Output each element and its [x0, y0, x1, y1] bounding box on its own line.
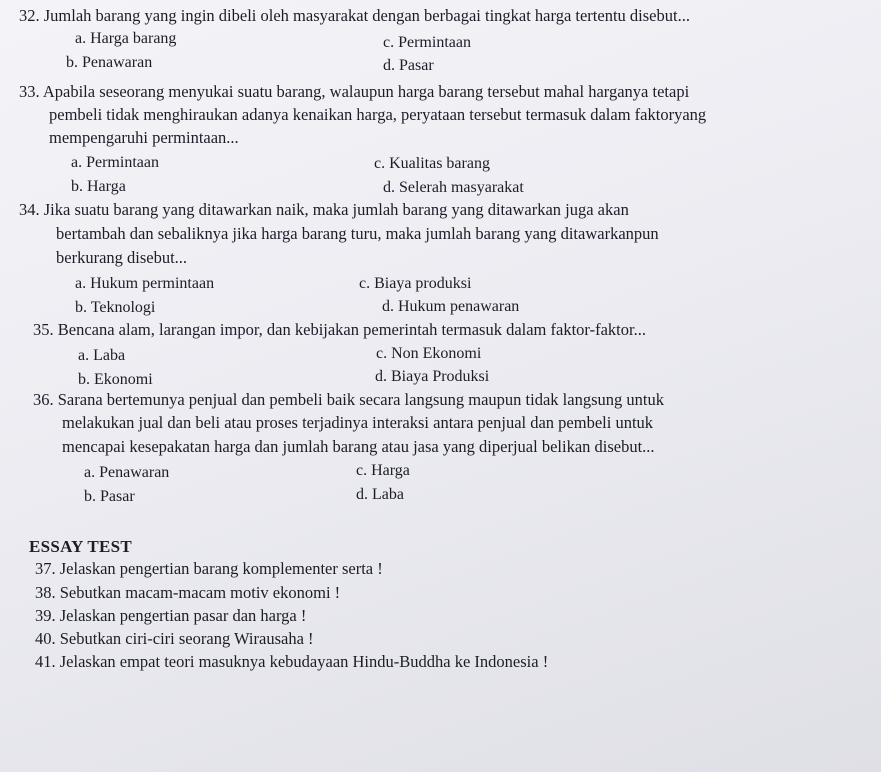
question-34-text-line-3: berkurang disebut... — [56, 248, 188, 267]
essay-item-41: 41. Jelaskan empat teori masuknya kebudayaan Hindu-Buddha ke Indonesia ! — [35, 652, 549, 671]
question-34-option-d: d. Hukum penawaran — [382, 298, 520, 315]
question-33-text-line-3: mempengaruhi permintaan... — [49, 128, 239, 147]
question-32-option-a: a. Harga barang — [75, 30, 177, 47]
question-36-text-line-3: mencapai kesepakatan harga dan jumlah barang atau jasa yang diperjual belikan disebut... — [62, 437, 655, 456]
question-34-text-line-2: bertambah dan sebaliknya jika harga barang turu, maka jumlah barang yang ditawarkanpun — [56, 224, 659, 243]
question-36-option-c: c. Harga — [356, 462, 410, 479]
essay-item-39: 39. Jelaskan pengertian pasar dan harga ! — [35, 606, 307, 625]
question-36-text-line-2: melakukan jual dan beli atau proses terjadinya interaksi antara penjual dan pembeli untuk — [62, 413, 654, 432]
essay-item-37: 37. Jelaskan pengertian barang komplementer serta ! — [35, 559, 383, 578]
question-32-text: 32. Jumlah barang yang ingin dibeli oleh masyarakat dengan berbagai tingkat harga tertentu disebut... — [19, 6, 690, 25]
question-33-text-line-2: pembeli tidak menghiraukan adanya kenaikan harga, peryataan tersebut termasuk dalam faktoryang — [49, 105, 707, 124]
question-34-option-b: b. Teknologi — [75, 299, 156, 316]
question-34-option-a: a. Hukum permintaan — [75, 275, 215, 292]
question-36-option-a: a. Penawaran — [84, 464, 170, 481]
essay-item-40: 40. Sebutkan ciri-ciri seorang Wirausaha ! — [35, 629, 314, 648]
question-35-option-c: c. Non Ekonomi — [376, 345, 482, 362]
question-33-option-b: b. Harga — [71, 178, 126, 195]
question-33-option-d: d. Selerah masyarakat — [383, 179, 524, 196]
question-35-option-d: d. Biaya Produksi — [375, 368, 490, 385]
essay-item-38: 38. Sebutkan macam-macam motiv ekonomi ! — [35, 583, 341, 602]
question-32-option-b: b. Penawaran — [66, 54, 153, 71]
question-32-option-d: d. Pasar — [383, 57, 434, 74]
question-33-text-line-1: 33. Apabila seseorang menyukai suatu barang, walaupun harga barang tersebut mahal harganya tetapi — [19, 82, 690, 101]
question-34-option-c: c. Biaya produksi — [359, 275, 472, 292]
essay-heading: ESSAY TEST — [29, 537, 133, 556]
question-35-text: 35. Bencana alam, larangan impor, dan kebijakan pemerintah termasuk dalam faktor-faktor... — [33, 320, 646, 339]
question-36-option-b: b. Pasar — [84, 488, 135, 505]
question-33-option-c: c. Kualitas barang — [374, 155, 490, 172]
question-35-option-a: a. Laba — [78, 347, 126, 364]
question-33-option-a: a. Permintaan — [71, 154, 159, 171]
question-32-option-c: c. Permintaan — [383, 34, 471, 51]
question-34-text-line-1: 34. Jika suatu barang yang ditawarkan naik, maka jumlah barang yang ditawarkan juga akan — [19, 200, 629, 219]
question-36-option-d: d. Laba — [356, 486, 404, 503]
question-35-option-b: b. Ekonomi — [78, 371, 153, 388]
question-36-text-line-1: 36. Sarana bertemunya penjual dan pembeli baik secara langsung maupun tidak langsung untuk — [33, 390, 664, 409]
